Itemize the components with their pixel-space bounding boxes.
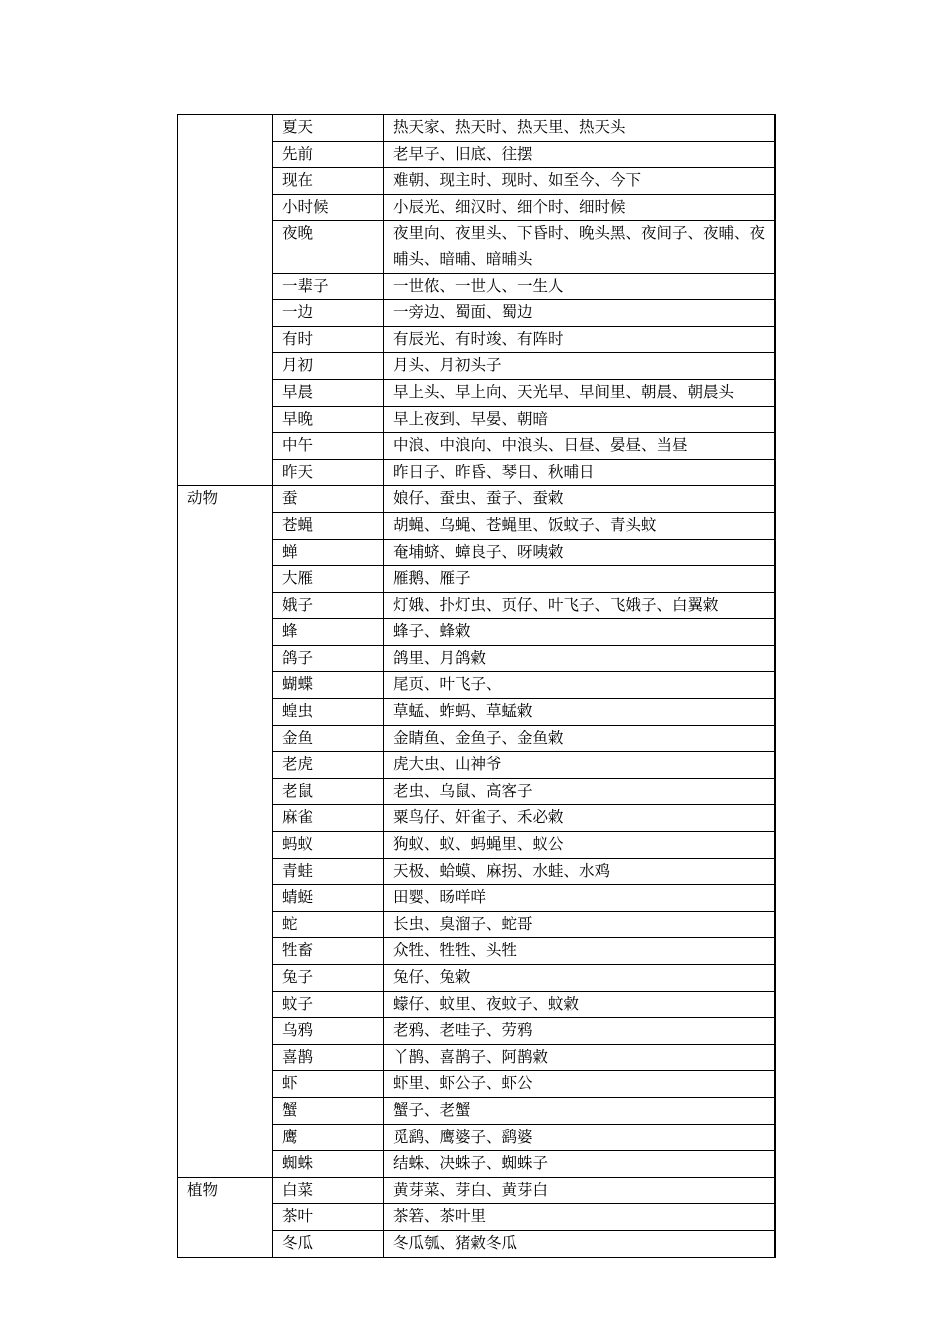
variants-cell: 丫鹊、喜鹊子、阿鹊敹: [384, 1044, 775, 1071]
variants-cell: 娘仔、蚕虫、蚕子、蚕敹: [384, 486, 775, 513]
variants-cell: 蜂子、蜂敹: [384, 619, 775, 646]
variants-cell: 鸽里、月鸽敹: [384, 645, 775, 672]
category-cell: [178, 115, 273, 486]
variants-cell: 黄芽菜、芽白、黄芽白: [384, 1177, 775, 1204]
variants-cell: 田婴、旸咩咩: [384, 885, 775, 912]
term-cell: 一辈子: [273, 273, 384, 300]
variants-cell: 早上夜到、早晏、朝暗: [384, 406, 775, 433]
variants-cell: 天极、蛤蟆、麻拐、水蛙、水鸡: [384, 858, 775, 885]
table-row: [178, 115, 775, 142]
term-cell: 现在: [273, 168, 384, 195]
variants-cell: 觅鹞、鹰婆子、鹞婆: [384, 1124, 775, 1151]
variants-cell: 虾里、虾公子、虾公: [384, 1071, 775, 1098]
dialect-vocabulary-table: [177, 114, 776, 1258]
variants-cell: 雁鹅、雁子: [384, 566, 775, 593]
variants-cell: 金睛鱼、金鱼子、金鱼敹: [384, 725, 775, 752]
term-cell: 蜘蛛: [273, 1151, 384, 1178]
term-cell: 早晨: [273, 379, 384, 406]
term-cell: 早晚: [273, 406, 384, 433]
term-cell: 蝉: [273, 539, 384, 566]
category-cell: 动物: [178, 486, 273, 1177]
variants-cell: 小辰光、细汉时、细个时、细时候: [384, 194, 775, 221]
variants-cell: 早上头、早上向、天光早、早间里、朝晨、朝晨头: [384, 379, 775, 406]
term-cell: 小时候: [273, 194, 384, 221]
term-cell: 昨天: [273, 459, 384, 486]
variants-cell: 一旁边、蜀面、蜀边: [384, 300, 775, 327]
term-cell: 先前: [273, 141, 384, 168]
term-cell: 喜鹊: [273, 1044, 384, 1071]
term-cell: 蟹: [273, 1097, 384, 1124]
term-cell: 兔子: [273, 965, 384, 992]
variants-cell: 狗蚁、蚁、蚂蝇里、蚁公: [384, 832, 775, 859]
term-cell: 茶叶: [273, 1204, 384, 1231]
term-cell: 蝴蝶: [273, 672, 384, 699]
term-cell: 蚂蚁: [273, 832, 384, 859]
term-cell: 鹰: [273, 1124, 384, 1151]
term-cell: 青蛙: [273, 858, 384, 885]
term-cell: 白菜: [273, 1177, 384, 1204]
variants-cell: 众牲、牲牲、头牲: [384, 938, 775, 965]
variants-cell: 兔仔、兔敹: [384, 965, 775, 992]
term-cell: 月初: [273, 353, 384, 380]
variants-cell: 蟹子、老蟹: [384, 1097, 775, 1124]
term-cell: 鸽子: [273, 645, 384, 672]
variants-cell: 蠓仔、蚊里、夜蚊子、蚊敹: [384, 991, 775, 1018]
variants-cell: 结蛛、决蛛子、蜘蛛子: [384, 1151, 775, 1178]
term-cell: 一边: [273, 300, 384, 327]
term-cell: 蜻蜓: [273, 885, 384, 912]
term-cell: 冬瓜: [273, 1230, 384, 1257]
term-cell: 金鱼: [273, 725, 384, 752]
term-cell: 乌鸦: [273, 1018, 384, 1045]
variants-cell: 月头、月初头子: [384, 353, 775, 380]
variants-cell: 难朝、现主时、现时、如至今、今下: [384, 168, 775, 195]
variants-cell: 草蜢、蚱蚂、草蜢敹: [384, 699, 775, 726]
term-cell: 有时: [273, 326, 384, 353]
variants-cell: 长虫、臭溜子、蛇哥: [384, 911, 775, 938]
term-cell: 苍蝇: [273, 512, 384, 539]
table-row: [178, 1177, 775, 1204]
term-cell: 大雁: [273, 566, 384, 593]
variants-cell: 一世侬、一世人、一生人: [384, 273, 775, 300]
term-cell: 老鼠: [273, 778, 384, 805]
term-cell: 老虎: [273, 752, 384, 779]
term-cell: 虾: [273, 1071, 384, 1098]
variants-cell: 中浪、中浪向、中浪头、日昼、晏昼、当昼: [384, 433, 775, 460]
variants-cell: 胡蝇、乌蝇、苍蝇里、饭蚊子、青头蚊: [384, 512, 775, 539]
variants-cell: 灯娥、扑灯虫、页仔、叶飞子、飞娥子、白翼敹: [384, 592, 775, 619]
variants-cell: 虎大虫、山神爷: [384, 752, 775, 779]
variants-cell: 尾页、叶飞子、: [384, 672, 775, 699]
term-cell: 蜂: [273, 619, 384, 646]
term-cell: 蚊子: [273, 991, 384, 1018]
term-cell: 中午: [273, 433, 384, 460]
term-cell: 夜晚: [273, 221, 384, 273]
variants-cell: 老鸦、老哇子、劳鸦: [384, 1018, 775, 1045]
term-cell: 麻雀: [273, 805, 384, 832]
variants-cell: 热天家、热天时、热天里、热天头: [384, 115, 775, 142]
variants-cell: 昨日子、昨昏、琴日、秋晡日: [384, 459, 775, 486]
term-cell: 蚕: [273, 486, 384, 513]
variants-cell: 夜里向、夜里头、下昏时、晚头黑、夜间子、夜晡、夜晡头、暗晡、暗晡头: [384, 221, 775, 273]
term-cell: 蛇: [273, 911, 384, 938]
variants-cell: 奄埔蛴、蟑良子、呀咦敹: [384, 539, 775, 566]
term-cell: 娥子: [273, 592, 384, 619]
term-cell: 夏天: [273, 115, 384, 142]
variants-cell: 粟鸟仔、奸雀子、禾必敹: [384, 805, 775, 832]
variants-cell: 老虫、乌鼠、高客子: [384, 778, 775, 805]
variants-cell: 冬瓜瓠、猪敹冬瓜: [384, 1230, 775, 1257]
term-cell: 牲畜: [273, 938, 384, 965]
table-row: [178, 486, 775, 513]
category-cell: 植物: [178, 1177, 273, 1257]
table-body: [178, 115, 775, 1258]
variants-cell: 有辰光、有时竣、有阵时: [384, 326, 775, 353]
variants-cell: 茶箬、茶叶里: [384, 1204, 775, 1231]
variants-cell: 老早子、旧底、往摆: [384, 141, 775, 168]
term-cell: 蝗虫: [273, 699, 384, 726]
